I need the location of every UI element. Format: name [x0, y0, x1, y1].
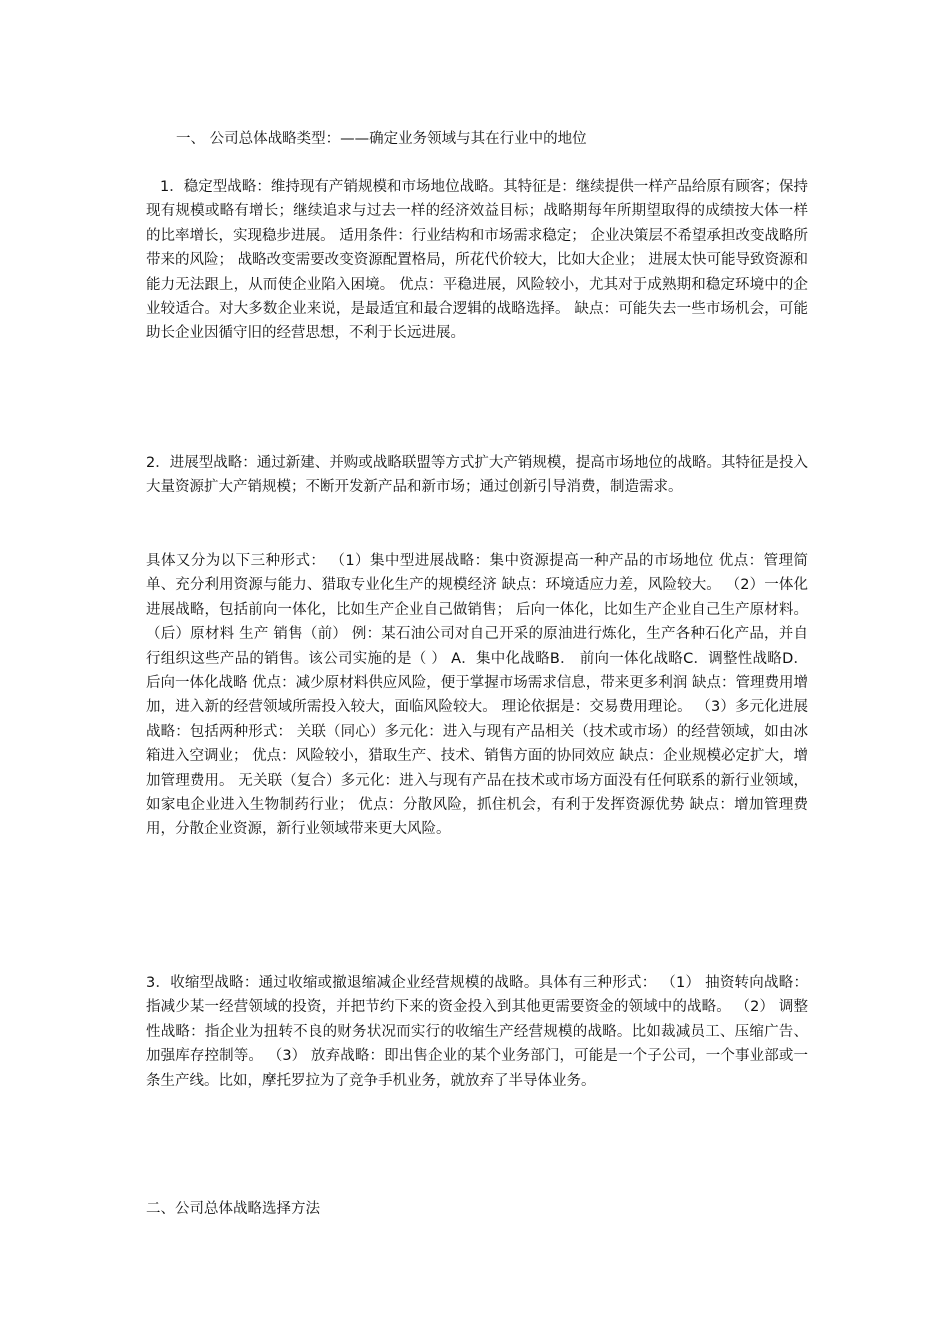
paragraph-retrenchment-strategy: 3．收缩型战略：通过收缩或撤退缩减企业经营规模的战略。具体有三种形式： （1） 抽资转向战略：指减少某一经营领域的投资，并把节约下来的资金投入到其他更需要资金的领域中的战略。 （2） 调整性战略：指企业为扭转不良的财务状况而实行的收缩生产经营规模的战略。比如裁减员工、压缩广告、加强库存控制等。 （3） 放弃战略：即出售企业的某个业务部门，可能是一个子公司，一个事业部或一条生产线。比如，摩托罗拉为了竞争手机业务，就放弃了半导体业务。 — [146, 975, 808, 1089]
paragraph-growth-strategy: 2．进展型战略：通过新建、并购或战略联盟等方式扩大产销规模，提高市场地位的战略。其特征是投入大量资源扩大产销规模；不断开发新产品和新市场；通过创新引导消费，制造需求。 — [146, 455, 808, 496]
paragraph-stable-strategy: 1．稳定型战略：维持现有产销规模和市场地位战略。其特征是：继续提供一样产品给原有顾客；保持现有规模或略有增长；继续追求与过去一样的经济效益目标；战略期每年所期望取得的成绩按大体一样的比率增长，实现稳步进展。 适用条件：行业结构和市场需求稳定； 企业决策层不希望承担改变战略所带来的风险； 战略改变需要改变资源配置格局，所花代价较大，比如大企业； 进展太快可能导致资源和能力无法跟上，从而使企业陷入困境。 优点：平稳进展，风险较小，尤其对于成熟期和稳定环境中的企业较适合。对大多数企业来说，是最适宜和最合逻辑的战略选择。 缺点：可能失去一些市场机会，可能助长企业因循守旧的经营思想，不利于长远进展。 — [146, 179, 808, 342]
section-heading-1: 一、 公司总体战略类型：——确定业务领域与其在行业中的地位 — [176, 131, 587, 147]
paragraph-growth-forms: 具体又分为以下三种形式： （1）集中型进展战略：集中资源提高一种产品的市场地位 优点：管理简单、充分利用资源与能力、猎取专业化生产的规模经济 缺点：环境适应力差，风险较大。 （2）一体化进展战略，包括前向一体化，比如生产企业自己做销售； 后向一体化，比如生产企业自己生产原材料。 （后）原材料 生产 销售（前） 例：某石油公司对自己开采的原油进行炼化，生产各种石化产品，并自行组织这些产品的销售。该公司实施的是（ ） A．集中化战略B． 前向一体化战略C．调整性战略D．后向一体化战略 优点：减少原材料供应风险，便于掌握市场需求信息，带来更多利润 缺点：管理费用增加，进入新的经营领域所需投入较大，面临风险较大。 理论依据是：交易费用理论。 （3）多元化进展战略：包括两种形式： 关联（同心）多元化：进入与现有产品相关（技术或市场）的经营领域，如由冰箱进入空调业； 优点：风险较小，猎取生产、技术、销售方面的协同效应 缺点：企业规模必定扩大，增加管理费用。 无关联（复合）多元化：进入与现有产品在技术或市场方面没有任何联系的新行业领域，如家电企业进入生物制药行业； 优点：分散风险，抓住机会，有利于发挥资源优势 缺点：增加管理费用，分散企业资源，新行业领域带来更大风险。 — [146, 553, 808, 838]
section-heading-2: 二、公司总体战略选择方法 — [146, 1201, 320, 1217]
